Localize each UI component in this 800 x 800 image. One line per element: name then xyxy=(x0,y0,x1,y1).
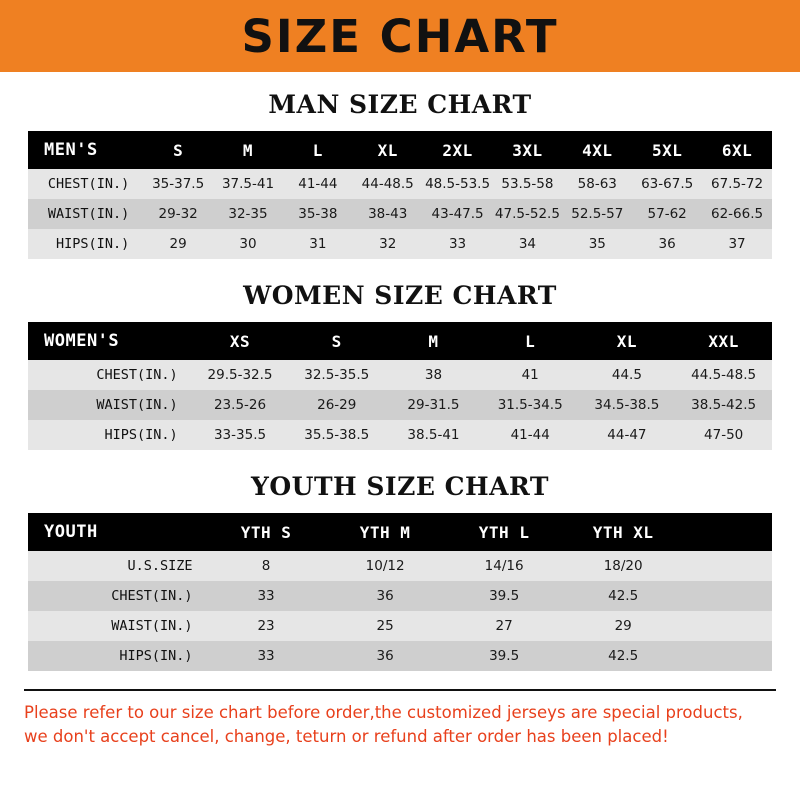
column-header: XS xyxy=(192,322,289,360)
table-cell: 48.5-53.5 xyxy=(423,169,493,199)
table-cell: 33 xyxy=(207,581,326,611)
table-cell: 33-35.5 xyxy=(192,420,289,450)
table-cell: 29 xyxy=(564,611,683,641)
table-cell: 36 xyxy=(632,229,702,259)
table-header-row xyxy=(28,322,772,360)
column-header: YTH M xyxy=(326,513,445,551)
table-cell: 18/20 xyxy=(564,551,683,581)
notice-line-2: we don't accept cancel, change, teturn or refund after order has been placed! xyxy=(24,726,669,746)
notice-line-1: Please refer to our size chart before order,the customized jerseys are special products, xyxy=(24,703,743,722)
table-row xyxy=(28,360,772,390)
table-row xyxy=(28,229,772,259)
table-cell: 32.5-35.5 xyxy=(288,360,385,390)
section-title-women: WOMEN SIZE CHART xyxy=(243,281,557,310)
table-cell: 29.5-32.5 xyxy=(192,360,289,390)
table-cell: 29-32 xyxy=(143,199,213,229)
men-size-table-wrap xyxy=(0,131,800,259)
row-header: WAIST(IN.) xyxy=(28,611,207,641)
table-cell: 34 xyxy=(493,229,563,259)
column-header: 3XL xyxy=(493,131,563,169)
table-cell: 41 xyxy=(482,360,579,390)
column-header: YOUTH xyxy=(28,513,207,551)
column-header: XL xyxy=(579,322,676,360)
column-header: 5XL xyxy=(632,131,702,169)
section-title-men: MAN SIZE CHART xyxy=(268,90,532,119)
column-header: 6XL xyxy=(702,131,772,169)
table-cell: 36 xyxy=(326,581,445,611)
page-banner xyxy=(0,0,800,72)
table-header-row xyxy=(28,131,772,169)
column-header-spacer xyxy=(683,513,772,551)
table-cell: 38 xyxy=(385,360,482,390)
table-cell: 31.5-34.5 xyxy=(482,390,579,420)
row-header: CHEST(IN.) xyxy=(28,581,207,611)
table-cell: 29 xyxy=(143,229,213,259)
table-cell: 67.5-72 xyxy=(702,169,772,199)
table-cell: 43-47.5 xyxy=(423,199,493,229)
table-cell: 37.5-41 xyxy=(213,169,283,199)
table-cell: 25 xyxy=(326,611,445,641)
table-cell: 35.5-38.5 xyxy=(288,420,385,450)
table-cell-spacer xyxy=(683,611,772,641)
section-title-youth: YOUTH SIZE CHART xyxy=(251,472,549,501)
table-cell: 32-35 xyxy=(213,199,283,229)
women-size-table-wrap xyxy=(0,322,800,450)
youth-size-table xyxy=(28,513,772,671)
table-cell: 31 xyxy=(283,229,353,259)
row-header: WAIST(IN.) xyxy=(28,390,192,420)
table-cell: 57-62 xyxy=(632,199,702,229)
column-header: WOMEN'S xyxy=(28,322,192,360)
table-cell: 38.5-42.5 xyxy=(675,390,772,420)
table-cell: 23.5-26 xyxy=(192,390,289,420)
column-header: XL xyxy=(353,131,423,169)
table-cell: 44.5-48.5 xyxy=(675,360,772,390)
column-header: YTH S xyxy=(207,513,326,551)
column-header: YTH XL xyxy=(564,513,683,551)
column-header: L xyxy=(482,322,579,360)
table-cell: 62-66.5 xyxy=(702,199,772,229)
column-header: S xyxy=(143,131,213,169)
table-cell: 26-29 xyxy=(288,390,385,420)
table-row xyxy=(28,420,772,450)
table-cell: 47-50 xyxy=(675,420,772,450)
table-cell: 37 xyxy=(702,229,772,259)
men-size-table xyxy=(28,131,772,259)
order-notice xyxy=(24,689,776,749)
women-size-table xyxy=(28,322,772,450)
table-cell: 41-44 xyxy=(482,420,579,450)
table-cell: 35-37.5 xyxy=(143,169,213,199)
table-cell: 42.5 xyxy=(564,641,683,671)
table-row xyxy=(28,199,772,229)
table-cell: 58-63 xyxy=(562,169,632,199)
table-cell: 8 xyxy=(207,551,326,581)
table-cell: 42.5 xyxy=(564,581,683,611)
row-header: HIPS(IN.) xyxy=(28,641,207,671)
column-header: L xyxy=(283,131,353,169)
table-cell: 41-44 xyxy=(283,169,353,199)
table-cell: 44-47 xyxy=(579,420,676,450)
table-row xyxy=(28,641,772,671)
table-cell: 44-48.5 xyxy=(353,169,423,199)
row-header: CHEST(IN.) xyxy=(28,169,143,199)
table-cell: 23 xyxy=(207,611,326,641)
table-cell: 10/12 xyxy=(326,551,445,581)
table-cell-spacer xyxy=(683,641,772,671)
table-cell: 38-43 xyxy=(353,199,423,229)
table-cell-spacer xyxy=(683,551,772,581)
table-cell: 35 xyxy=(562,229,632,259)
column-header: XXL xyxy=(675,322,772,360)
table-cell: 47.5-52.5 xyxy=(493,199,563,229)
table-row xyxy=(28,169,772,199)
column-header: YTH L xyxy=(445,513,564,551)
table-header-row xyxy=(28,513,772,551)
column-header: MEN'S xyxy=(28,131,143,169)
table-cell: 44.5 xyxy=(579,360,676,390)
page-title: SIZE CHART xyxy=(241,9,559,63)
table-cell: 14/16 xyxy=(445,551,564,581)
youth-size-table-wrap xyxy=(0,513,800,671)
row-header: HIPS(IN.) xyxy=(28,420,192,450)
table-cell: 27 xyxy=(445,611,564,641)
row-header: CHEST(IN.) xyxy=(28,360,192,390)
column-header: M xyxy=(213,131,283,169)
table-cell: 39.5 xyxy=(445,581,564,611)
row-header: U.S.SIZE xyxy=(28,551,207,581)
table-cell: 35-38 xyxy=(283,199,353,229)
table-cell: 29-31.5 xyxy=(385,390,482,420)
table-row xyxy=(28,581,772,611)
table-cell: 36 xyxy=(326,641,445,671)
table-row xyxy=(28,390,772,420)
table-cell: 33 xyxy=(207,641,326,671)
table-cell: 33 xyxy=(423,229,493,259)
table-cell: 63-67.5 xyxy=(632,169,702,199)
column-header: 2XL xyxy=(423,131,493,169)
column-header: M xyxy=(385,322,482,360)
table-cell: 30 xyxy=(213,229,283,259)
table-cell: 53.5-58 xyxy=(493,169,563,199)
column-header: S xyxy=(288,322,385,360)
row-header: HIPS(IN.) xyxy=(28,229,143,259)
table-row xyxy=(28,551,772,581)
table-cell: 38.5-41 xyxy=(385,420,482,450)
table-row xyxy=(28,611,772,641)
table-cell: 34.5-38.5 xyxy=(579,390,676,420)
table-cell: 39.5 xyxy=(445,641,564,671)
table-cell-spacer xyxy=(683,581,772,611)
row-header: WAIST(IN.) xyxy=(28,199,143,229)
table-cell: 32 xyxy=(353,229,423,259)
table-cell: 52.5-57 xyxy=(562,199,632,229)
column-header: 4XL xyxy=(562,131,632,169)
